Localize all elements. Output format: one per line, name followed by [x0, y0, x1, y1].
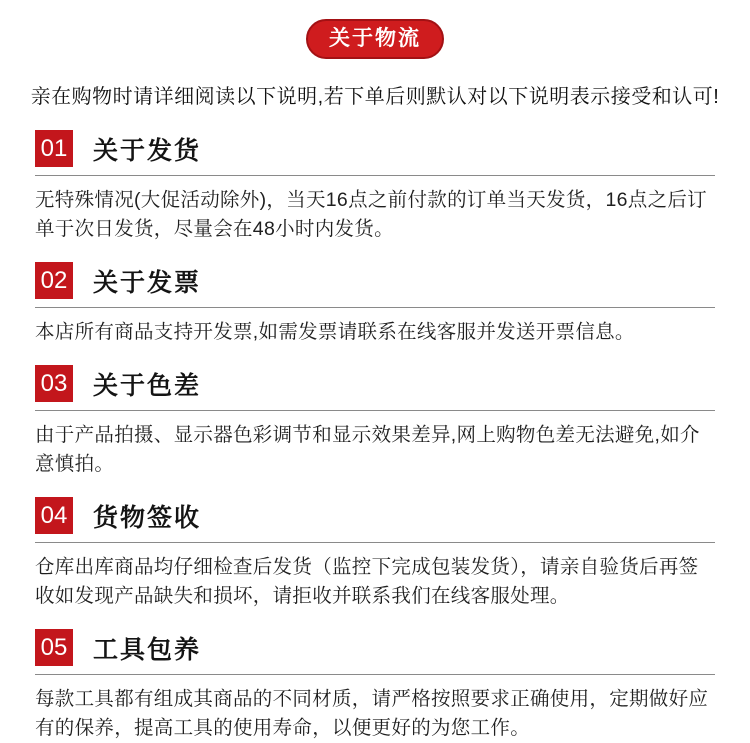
sections-container — [0, 130, 750, 743]
banner-container — [0, 0, 750, 59]
section-heading — [35, 629, 715, 666]
section-divider — [35, 674, 715, 675]
section-body-text: 由于产品拍摄、显示器色彩调节和显示效果差异,网上购物色差无法避免,如介意慎拍。 — [35, 424, 700, 476]
page-title: 关于物流 — [306, 19, 444, 59]
section-body-text: 无特殊情况(大促活动除外)，当天16点之前付款的订单当天发货，16点之后订单于次日发货，尽量会在48小时内发货。 — [35, 189, 707, 241]
section-body-text: 仓库出库商品均仔细检查后发货（监控下完成包装发货），请亲自验货后再签收如发现产品缺失和损坏，请拒收并联系我们在线客服处理。 — [35, 556, 699, 608]
section-heading — [35, 262, 715, 299]
section-number-badge: 05 — [35, 629, 73, 666]
section-shipping — [35, 130, 715, 244]
section-body-text: 本店所有商品支持开发票,如需发票请联系在线客服并发送开票信息。 — [35, 321, 635, 344]
section-invoice — [35, 262, 715, 347]
section-heading — [35, 497, 715, 534]
section-divider — [35, 307, 715, 308]
section-title: 关于发票 — [93, 268, 202, 297]
section-body-text: 每款工具都有组成其商品的不同材质，请严格按照要求正确使用，定期做好应有的保养，提高工具的使用寿命，以便更好的为您工作。 — [35, 688, 709, 740]
section-number-badge: 01 — [35, 130, 73, 167]
section-number-badge: 02 — [35, 262, 73, 299]
section-heading — [35, 130, 715, 167]
section-divider — [35, 410, 715, 411]
section-number-badge: 03 — [35, 365, 73, 402]
section-number-badge: 04 — [35, 497, 73, 534]
notice-subtitle: 亲在购物时请详细阅读以下说明,若下单后则默认对以下说明表示接受和认可! — [30, 86, 720, 109]
section-color-difference — [35, 365, 715, 479]
section-tool-maintenance — [35, 629, 715, 743]
section-divider — [35, 175, 715, 176]
section-title: 关于发货 — [93, 136, 202, 165]
section-title: 关于色差 — [93, 371, 202, 400]
section-title: 工具包养 — [93, 635, 202, 664]
section-divider — [35, 542, 715, 543]
section-goods-receipt — [35, 497, 715, 611]
section-heading — [35, 365, 715, 402]
section-title: 货物签收 — [93, 503, 202, 532]
